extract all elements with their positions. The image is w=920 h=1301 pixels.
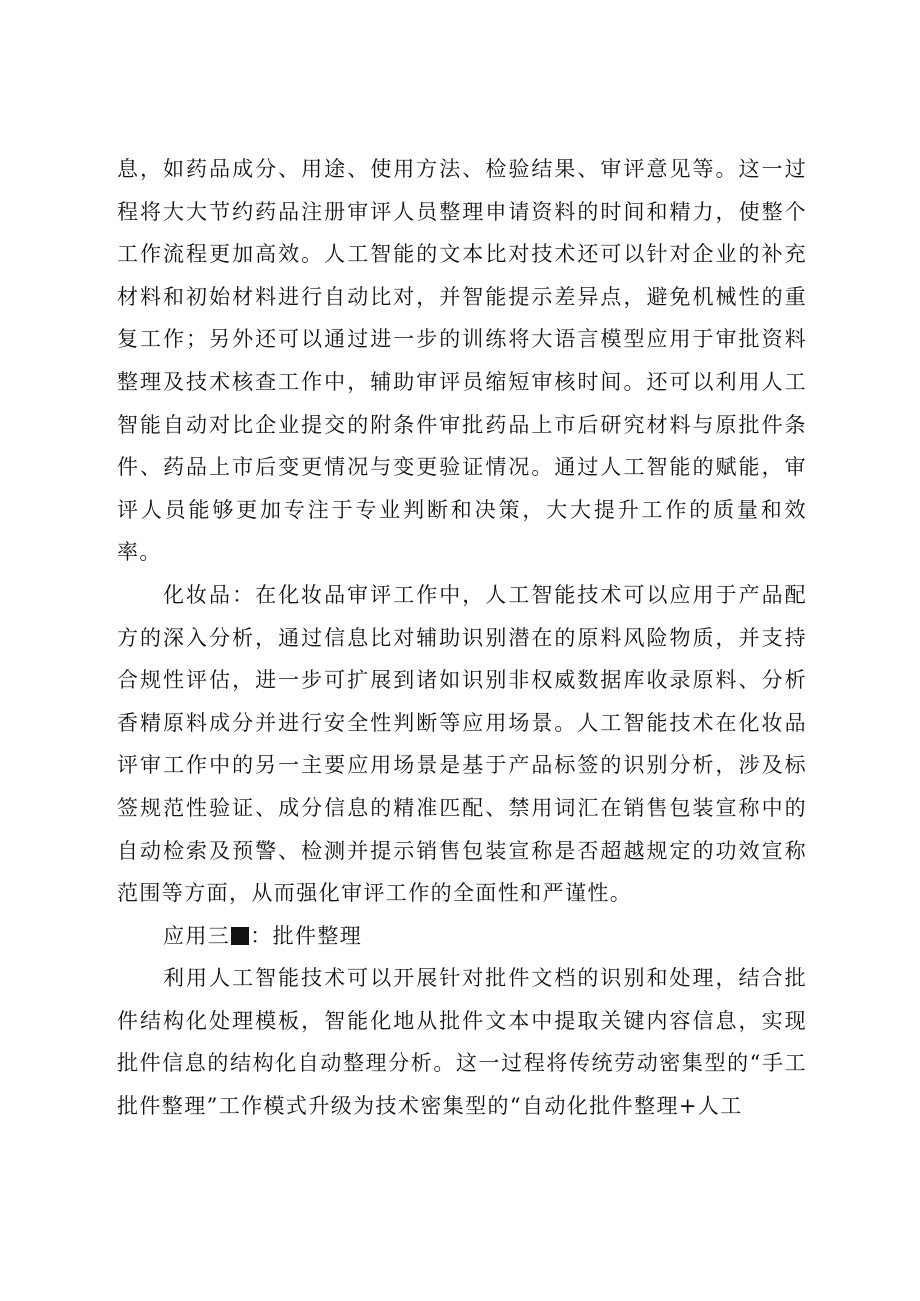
paragraph-approval-documents: 利用人工智能技术可以开展针对批件文档的识别和处理，结合批件结构化处理模板，智能化地从批件文本中提取关键内容信息，实现批件信息的结构化自动整理分析。这一过程将传统劳动密集型的“手工批件整理”工作模式升级为技术密集型的“自动化批件整理+人工 bbox=[117, 966, 807, 1119]
paragraph-drug-review-continued: 息，如药品成分、用途、使用方法、检验结果、审评意见等。这一过程将大大节约药品注册审评人员整理申请资料的时间和精力，使整个工作流程更加高效。人工智能的文本比对技术还可以针对企业的补充材料和初始材料进行自动比对，并智能提示差异点，避免机械性的重复工作；另外还可以通过进一步的训练将大语言模型应用于审批资料整理及技术核查工作中，辅助审评员缩短审核时间。还可以利用人工智能自动对比企业提交的附条件审批药品上市后研究材料与原批件条件、药品上市后变更情况与变更验证情况。通过人工智能的赋能，审评人员能够更加专注于专业判断和决策，大大提升工作的质量和效率。 bbox=[117, 157, 807, 565]
document-page bbox=[117, 148, 807, 1128]
paragraph-cosmetics: 化妆品：在化妆品审评工作中，人工智能技术可以应用于产品配方的深入分析，通过信息比对辅助识别潜在的原料风险物质，并支持合规性评估，进一步可扩展到诸如识别非权威数据库收录原料、分析香精原料成分并进行安全性判断等应用场景。人工智能技术在化妆品评审工作中的另一主要应用场景是基于产品标签的识别分析，涉及标签规范性验证、成分信息的精准匹配、禁用词汇在销售包装宣称中的自动检索及预警、检测并提示销售包装宣称是否超越规定的功效宣称范围等方面，从而强化审评工作的全面性和严谨性。 bbox=[117, 582, 807, 906]
heading-suffix: ：批件整理 bbox=[250, 923, 363, 948]
redaction-block bbox=[231, 927, 249, 945]
heading-prefix: 应用三 bbox=[163, 923, 231, 948]
section-heading-application-three bbox=[117, 915, 807, 958]
